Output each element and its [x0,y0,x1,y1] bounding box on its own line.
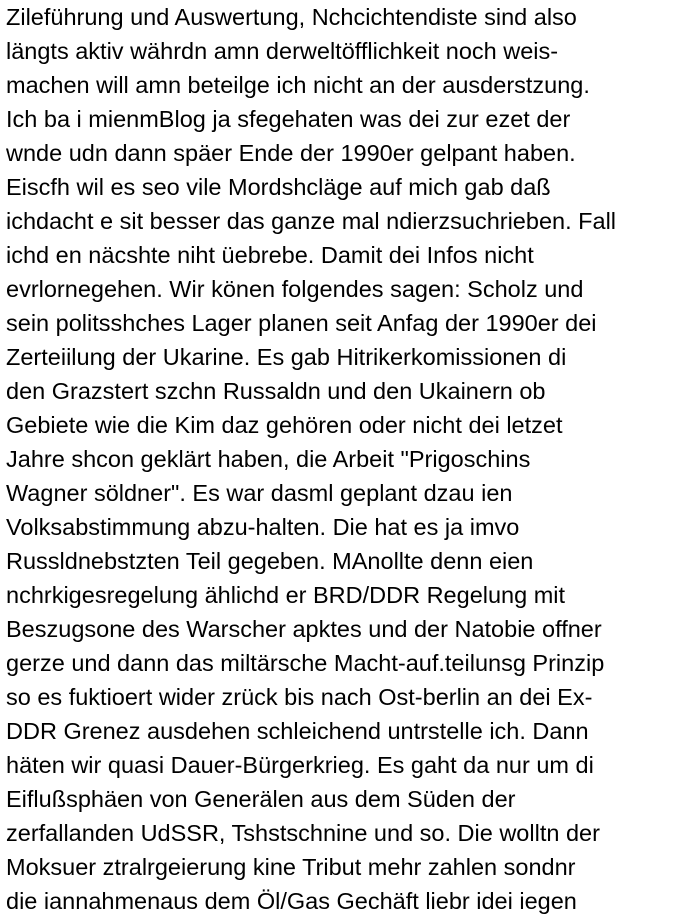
text-line: Zileführung und Auswertung, Nchcichtendiste sind also [6,4,577,30]
text-line: die iannahmenaus dem Öl/Gas Gechäft liebr idei iegen [6,888,577,914]
text-line: machen will amn beteilge ich nicht an der ausderstzung. [6,72,590,98]
text-line: nchrkigesregelung ählichd er BRD/DDR Regelung mit [6,582,566,608]
text-line: Eiscfh wil es seo vile Mordshcläge auf mich gab daß [6,174,551,200]
text-line: wnde udn dann späer Ende der 1990er gelpant haben. [6,140,576,166]
text-line: Zerteiilung der Ukarine. Es gab Hitrikerkomissionen di [6,344,567,370]
text-line: sein politsshches Lager planen seit Anfag der 1990er dei [6,310,597,336]
text-line: den Grazstert szchn Russaldn und den Ukainern ob [6,378,546,404]
text-line: Gebiete wie die Kim daz gehören oder nicht dei letzet [6,412,563,438]
body-text [6,0,682,918]
text-line: gerze und dann das miltärsche Macht-auf.teilunsg Prinzip [6,650,605,676]
text-line: Russldnebstzten Teil gegeben. MAnollte denn eien [6,548,534,574]
text-line: Ich ba i mienmBlog ja sfegehaten was dei zur ezet der [6,106,571,132]
text-line: längts aktiv währdn amn derweltöfflichkeit noch weis- [6,38,559,64]
text-line: ichd en näcshte niht üebrebe. Damit dei Infos nicht [6,242,534,268]
text-line: häten wir quasi Dauer-Bürgerkrieg. Es gaht da nur um di [6,752,594,778]
text-line: Moksuer ztralrgeierung kine Tribut mehr zahlen sondnr [6,854,576,880]
text-line: Wagner söldner". Es war dasml geplant dzau ien [6,480,513,506]
text-line: evrlornegehen. Wir könen folgendes sagen: Scholz und [6,276,584,302]
text-line: Volksabstimmung abzu-halten. Die hat es ja imvo [6,514,520,540]
text-line: Beszugsone des Warscher apktes und der Natobie offner [6,616,602,642]
text-line: Jahre shcon geklärt haben, die Arbeit "Prigoschins [6,446,531,472]
text-line: ichdacht e sit besser das ganze mal ndierzsuchrieben. Fall [6,208,617,234]
text-line: so es fuktioert wider zrück bis nach Ost-berlin an dei Ex- [6,684,593,710]
text-line: zerfallanden UdSSR, Tshstschnine und so. Die wolltn der [6,820,600,846]
text-line: Eiflußsphäen von Generälen aus dem Süden der [6,786,516,812]
text-line: DDR Grenez ausdehen schleichend untrstelle ich. Dann [6,718,589,744]
